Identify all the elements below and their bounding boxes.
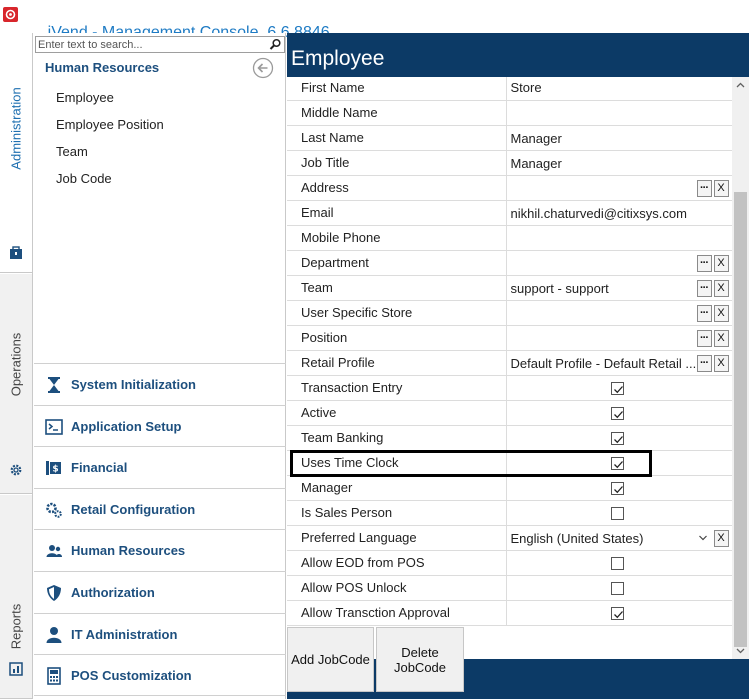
property-label: Address [287,175,506,200]
shield-icon [45,584,63,602]
property-value-cell[interactable] [506,200,732,225]
allow-eod-from-pos-checkbox[interactable] [611,557,624,570]
property-row-uses-time-clock [287,450,732,475]
first-name-value: Store [510,80,542,96]
module-retail-configuration[interactable] [34,488,286,530]
property-value-cell[interactable] [506,225,732,250]
checkmark-icon [613,459,624,470]
navigation-panel [34,33,286,699]
property-label: Is Sales Person [287,500,506,525]
property-label: Department [287,250,506,275]
tab-reports-label: Reports [8,603,24,650]
module-pos-customization[interactable] [34,654,286,696]
property-label: Allow POS Unlock [287,575,506,600]
allow-pos-unlock-checkbox[interactable] [611,582,624,595]
property-value-cell[interactable] [506,175,732,200]
terminal-icon [45,418,63,436]
email-value: nikhil.chaturvedi@citixsys.com [510,205,687,221]
gears-icon [45,501,63,519]
module-financial[interactable] [34,446,286,488]
module-human-resources[interactable] [34,529,286,571]
module-label: IT Administration [71,626,178,642]
last-name-value: Manager [510,130,562,146]
is-sales-person-checkbox[interactable] [611,507,624,520]
property-value-cell[interactable] [506,600,732,625]
property-label: Uses Time Clock [287,450,506,475]
property-row-email [287,200,732,225]
property-grid [287,77,749,659]
property-label: User Specific Store [287,300,506,325]
property-value-cell[interactable] [506,325,732,350]
property-value-cell[interactable] [506,550,732,575]
preferred-language-clear-button[interactable]: X [714,530,729,547]
module-label: Retail Configuration [71,501,196,517]
position-lookup-button[interactable]: ··· [697,330,712,347]
job-title-value: Manager [510,155,562,171]
property-row-user-specific-store [287,300,732,325]
property-row-last-name [287,125,732,150]
property-value-cell[interactable] [506,125,732,150]
active-checkbox[interactable] [611,407,624,420]
module-application-setup[interactable] [34,405,286,447]
tab-operations-label: Operations [8,332,24,397]
property-label: Last Name [287,125,506,150]
property-label: Position [287,325,506,350]
property-value-cell[interactable] [506,275,732,300]
property-label: First Name [287,77,506,100]
checkmark-icon [613,384,624,395]
content-panel [287,33,749,699]
team-value: support - support [510,280,609,296]
property-row-team-banking [287,425,732,450]
property-value-cell[interactable] [506,575,732,600]
checkmark-icon [613,484,624,495]
chevron-down-icon[interactable] [697,530,709,546]
address-lookup-button[interactable]: ··· [697,180,712,197]
it-admin-icon [45,626,63,644]
property-label: Team [287,275,506,300]
module-list [34,363,286,696]
people-icon [45,542,63,560]
module-label: Authorization [71,584,155,600]
nav-item-job-code[interactable]: Job Code [56,171,112,186]
position-clear-button[interactable]: X [714,330,729,347]
ivend-logo-icon [3,7,18,22]
property-value-cell[interactable] [506,350,732,375]
property-label: Email [287,200,506,225]
property-value-cell[interactable] [506,375,732,400]
user-specific-store-lookup-button[interactable]: ··· [697,305,712,322]
property-value-cell[interactable] [506,475,732,500]
hourglass-icon [45,376,63,394]
checkmark-icon [613,409,624,420]
scrollbar-thumb[interactable] [734,192,747,647]
property-table [287,77,732,626]
nav-section-title: Human Resources [45,60,160,75]
property-value-cell[interactable] [506,400,732,425]
property-label: Active [287,400,506,425]
search-icon[interactable] [269,38,282,51]
property-label: Manager [287,475,506,500]
property-row-allow-transction-approval [287,600,732,625]
property-value-cell[interactable] [506,100,732,125]
delete-jobcode-button[interactable]: Delete JobCode [376,627,464,692]
module-label: Human Resources [71,543,186,559]
property-row-manager [287,475,732,500]
module-it-administration[interactable] [34,613,286,655]
module-authorization[interactable] [34,571,286,613]
module-label: POS Customization [71,668,192,684]
property-label: Transaction Entry [287,375,506,400]
tab-administration[interactable] [0,33,32,273]
property-value-cell[interactable] [506,250,732,275]
preferred-language-value: English (United States) [510,530,644,546]
department-lookup-button[interactable]: ··· [697,255,712,272]
scroll-up-icon[interactable] [732,77,749,94]
retail-profile-value: Default Profile - Default Retail ... [510,355,697,371]
module-label: System Initialization [71,377,196,392]
manager-checkbox[interactable] [611,482,624,495]
nav-item-team[interactable]: Team [56,144,88,159]
team-banking-checkbox[interactable] [611,432,624,445]
retail-profile-lookup-button[interactable]: ··· [697,355,712,372]
property-label: Allow EOD from POS [287,550,506,575]
property-value-cell[interactable] [506,77,732,100]
property-row-address [287,175,732,200]
team-clear-button[interactable]: X [714,280,729,297]
transaction-entry-checkbox[interactable] [611,382,624,395]
module-label: Financial [71,460,128,476]
property-label: Job Title [287,150,506,175]
search-box [35,36,285,53]
vertical-scrollbar[interactable] [732,77,749,659]
tab-operations[interactable] [0,274,32,494]
property-row-transaction-entry [287,375,732,400]
search-input[interactable] [38,37,266,52]
property-row-position [287,325,732,350]
nav-item-employee-position[interactable]: Employee Position [56,117,164,132]
pos-icon [45,667,63,685]
retail-profile-clear-button[interactable]: X [714,355,729,372]
back-arrow-icon[interactable] [252,57,274,79]
nav-item-employee[interactable]: Employee [56,90,114,105]
property-row-first-name [287,77,732,100]
property-label: Mobile Phone [287,225,506,250]
tab-reports[interactable] [0,495,32,699]
property-label: Retail Profile [287,350,506,375]
add-jobcode-button[interactable]: Add JobCode [287,627,374,692]
property-row-active [287,400,732,425]
property-row-retail-profile [287,350,732,375]
module-label: Application Setup [71,418,182,434]
property-row-is-sales-person [287,500,732,525]
property-row-job-title [287,150,732,175]
svg-text:$: $ [52,464,59,475]
admin-icon [9,246,23,260]
user-specific-store-clear-button[interactable]: X [714,305,729,322]
property-value-cell[interactable] [506,425,732,450]
department-clear-button[interactable]: X [714,255,729,272]
financial-icon [45,459,63,477]
property-value-cell[interactable] [506,525,732,550]
property-value-cell[interactable] [506,450,732,475]
property-row-department [287,250,732,275]
gear-icon [9,463,23,477]
title-bar [0,0,749,32]
property-label: Team Banking [287,425,506,450]
property-label: Preferred Language [287,525,506,550]
team-lookup-button[interactable]: ··· [697,280,712,297]
property-value-cell[interactable] [506,150,732,175]
checkmark-icon [613,434,624,445]
allow-transction-approval-checkbox[interactable] [611,607,624,620]
vertical-tab-strip [0,33,33,699]
report-icon [9,662,23,676]
address-clear-button[interactable]: X [714,180,729,197]
property-row-allow-pos-unlock [287,575,732,600]
module-system-initialization[interactable] [34,363,286,405]
property-label: Middle Name [287,100,506,125]
scroll-down-icon[interactable] [732,642,749,659]
property-row-mobile-phone [287,225,732,250]
property-value-cell[interactable] [506,500,732,525]
property-value-cell[interactable] [506,300,732,325]
tab-administration-label: Administration [8,87,24,170]
property-label: Allow Transction Approval [287,600,506,625]
property-row-allow-eod-from-pos [287,550,732,575]
property-row-team [287,275,732,300]
uses-time-clock-checkbox[interactable] [611,457,624,470]
property-row-middle-name [287,100,732,125]
checkmark-icon [613,609,624,620]
nav-item-list [56,90,164,198]
property-row-preferred-language [287,525,732,550]
page-title: Employee [291,47,385,70]
